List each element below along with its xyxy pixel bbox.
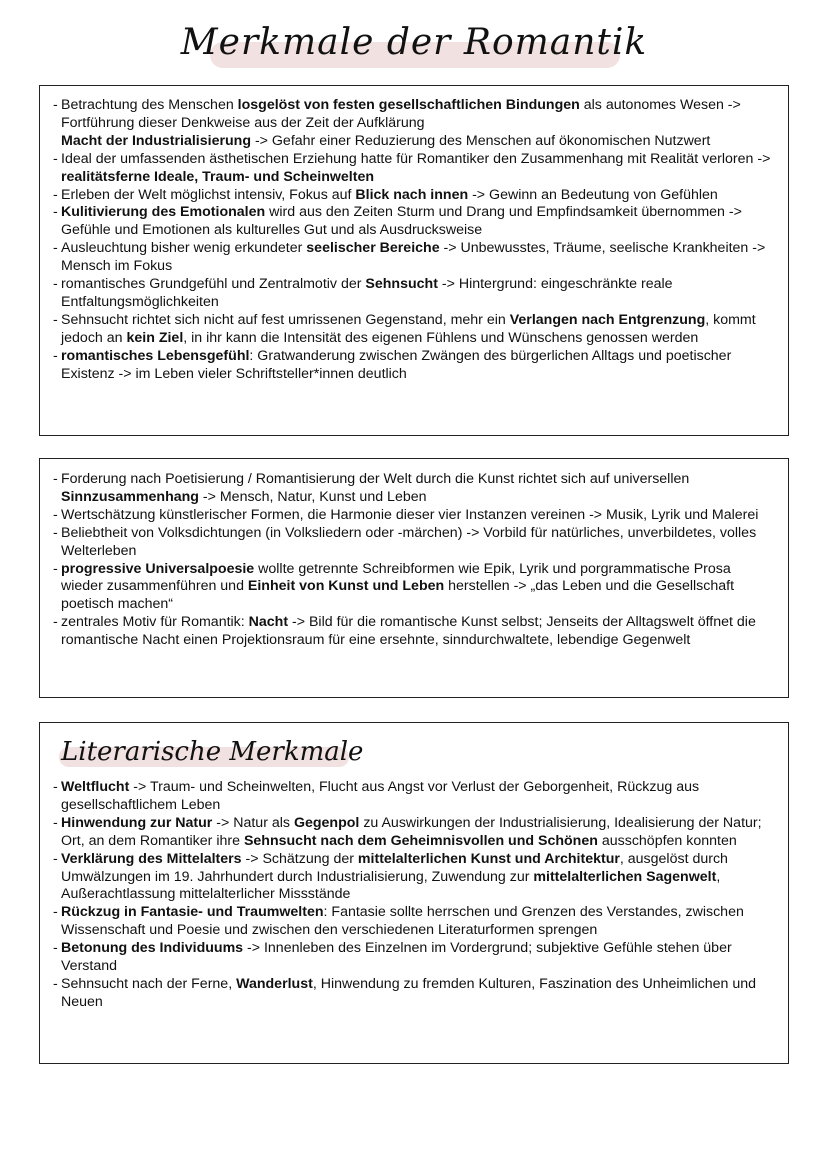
item-emphasis: seelischer Bereiche (306, 240, 440, 257)
list-item (53, 276, 772, 312)
list-item (53, 97, 772, 133)
item-emphasis: Sehnsucht nach dem Geheimnisvollen und Schönen (243, 832, 598, 849)
page-title: Merkmale der Romantik (180, 22, 648, 63)
item-emphasis: Verklärung des Mittelalters (61, 850, 242, 867)
item-emphasis: Nacht (248, 614, 289, 631)
literary-characteristics-list (53, 779, 772, 1012)
item-text: -> Traum- und Scheinwelten, Flucht aus Angst vor Verlust der Geborgenheit, Rückzug aus gesellschaftlichem Leben (61, 779, 700, 813)
item-text: zu Auswirkungen der Industrialisierung, Idealisierung der Natur; (359, 814, 762, 831)
item-text: Ort, an dem Romantiker ihre (61, 832, 244, 849)
item-emphasis: Einheit von Kunst und Leben (247, 578, 445, 595)
item-text: -> Unbewusstes, Träume, seelische Krankheiten -> Mensch im Fokus (61, 240, 766, 275)
item-text: , ausgelöst durch Umwälzungen im 19. Jahrhundert durch Industrialisierung, Zuwendung zur (61, 850, 728, 885)
item-emphasis: Betonung des Individuums (61, 940, 244, 957)
item-text: Ideal der umfassenden ästhetischen Erziehung hatte für Romantiker den Zusammenhang mit Realität verloren -> (61, 150, 771, 167)
list-item (53, 525, 772, 561)
item-emphasis: kein Ziel (126, 329, 184, 346)
item-emphasis: losgelöst von festen gesellschaftlichen Bindungen (237, 97, 580, 113)
section-header (53, 729, 772, 775)
item-text: , Außerachtlassung mittelalterlicher Missstände (61, 868, 721, 903)
list-item (53, 779, 772, 815)
item-text: ausschöpfen konnten (597, 832, 737, 849)
item-emphasis: mittelalterlichen Kunst und Architektur (357, 850, 620, 867)
item-text: herstellen -> „das Leben und die Gesellschaft poetisch machen“ (61, 578, 735, 613)
list-item (53, 133, 772, 151)
list-item (53, 904, 772, 940)
item-emphasis: Macht der Industrialisierung (61, 132, 251, 149)
item-emphasis: progressive Universalpoesie (61, 560, 255, 577)
item-emphasis: Verlangen nach Entgrenzung (509, 311, 706, 328)
item-text: -> Mensch, Natur, Kunst und Leben (198, 488, 427, 505)
list-item (53, 833, 772, 851)
item-text: wird aus den Zeiten Sturm und Drang und Empfindsamkeit übernommen -> Gefühle und Emotionen als kulturelles Gut und als Ausdrucksweise (61, 204, 742, 239)
item-emphasis: Kulitivierung des Emotionalen (61, 204, 266, 221)
section-title: Literarische Merkmale (61, 737, 364, 767)
characteristics-list-2 (53, 471, 772, 650)
list-item (53, 976, 772, 1012)
list-item (53, 815, 772, 833)
item-text: , Hinwendung zu fremden Kulturen, Faszination des Unheimlichen und Neuen (61, 975, 757, 1010)
item-text: -> Schätzung der (241, 850, 358, 867)
item-text: , in ihr kann die Intensität des eigenen Fühlens und Wünschens genossen werden (183, 329, 699, 346)
list-item (53, 151, 772, 187)
item-text: Sehnsucht nach der Ferne, (61, 975, 237, 992)
item-text: -> Innenleben des Einzelnen im Vordergrund; subjektive Gefühle stehen über Verstand (61, 940, 732, 975)
item-emphasis: Rückzug in Fantasie- und Traumwelten (61, 904, 324, 921)
item-text: als autonomes Wesen -> Fortführung dieser Denkweise aus der Zeit der Aufklärung (61, 97, 741, 131)
item-emphasis: mittelalterlichen Sagenwelt (533, 868, 717, 885)
item-emphasis: Sehnsucht (365, 276, 438, 293)
page-header (0, 12, 828, 76)
list-item (53, 561, 772, 615)
item-emphasis: Gegenpol (293, 814, 360, 831)
literary-characteristics-box (39, 722, 789, 1064)
item-emphasis: Weltflucht (61, 779, 130, 795)
list-item (53, 940, 772, 976)
list-item (53, 471, 772, 507)
item-emphasis: romantisches Lebensgefühl (61, 347, 250, 364)
item-emphasis: realitätsferne Ideale, Traum- und Scheinwelten (61, 168, 375, 185)
characteristics-box-1 (39, 85, 789, 436)
item-emphasis: Wanderlust (236, 975, 313, 992)
item-text: , kommt jedoch an (61, 311, 756, 346)
item-text: wollte getrennte Schreibformen wie Epik, Lyrik und porgrammatische Prosa wieder zusammenführen und (61, 560, 731, 595)
item-text: zentrales Motiv für Romantik: (61, 614, 249, 631)
item-text: : Fantasie sollte herrschen und Grenzen des Verstandes, zwischen Wissenschaft und Poesie und zwischen den verschiedenen Literaturformen sprengen (61, 904, 744, 939)
characteristics-list-1 (53, 97, 772, 384)
item-text: Wertschätzung künstlerischer Formen, die Harmonie dieser vier Instanzen vereinen -> Musik, Lyrik und Malerei (61, 506, 759, 523)
item-text: Beliebtheit von Volksdichtungen (in Volksliedern oder -märchen) -> Vorbild für natürliches, unverbildetes, volles Welterleben (61, 524, 757, 559)
list-item (53, 204, 772, 240)
item-text: Erleben der Welt möglichst intensiv, Fokus auf (61, 186, 356, 203)
item-emphasis: Hinwendung zur Natur (61, 814, 213, 831)
item-text: Betrachtung des Menschen (61, 97, 238, 113)
list-item (53, 614, 772, 650)
list-item (53, 851, 772, 905)
list-item (53, 507, 772, 525)
list-item (53, 312, 772, 348)
item-text: Ausleuchtung bisher wenig erkundeter (61, 240, 307, 257)
item-emphasis: Sinnzusammenhang (61, 488, 199, 505)
item-text: -> Gewinn an Bedeutung von Gefühlen (468, 186, 718, 203)
item-text: -> Gefahr einer Reduzierung des Menschen auf ökonomischen Nutzwert (251, 132, 711, 149)
item-text: Sehnsucht richtet sich nicht auf fest umrissenen Gegenstand, mehr ein (61, 311, 510, 328)
list-item (53, 348, 772, 384)
list-item (53, 187, 772, 205)
item-text: : Gratwanderung zwischen Zwängen des bürgerlichen Alltags und poetischer Existenz -> im Leben vieler Schriftsteller*innen deutlich (61, 347, 732, 382)
item-text: -> Natur als (212, 814, 294, 831)
item-text: romantisches Grundgefühl und Zentralmotiv der (61, 276, 366, 293)
item-emphasis: Blick nach innen (355, 186, 469, 203)
item-text: -> Bild für die romantische Kunst selbst; Jenseits der Alltagswelt öffnet die romantische Nacht einen Projektionsraum für eine ersehnte, sinndurchwaltete, lebendige Gegenwelt (61, 614, 756, 649)
characteristics-box-2 (39, 458, 789, 698)
item-text: Forderung nach Poetisierung / Romantisierung der Welt durch die Kunst richtet sich auf universellen (61, 471, 690, 487)
item-text: -> Hintergrund: eingeschränkte reale Entfaltungsmöglichkeiten (61, 276, 673, 310)
list-item (53, 240, 772, 276)
